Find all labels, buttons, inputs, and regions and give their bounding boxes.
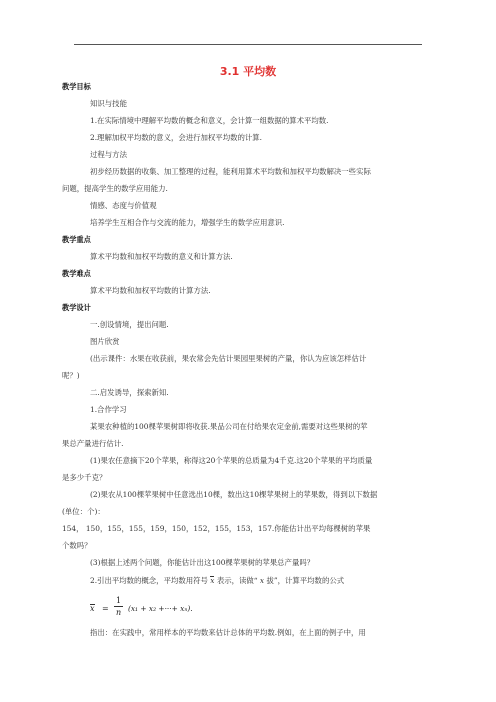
heading-key-points: 教学重点: [62, 235, 91, 244]
goal-item: 2.理解加权平均数的意义，会进行加权平均数的计算.: [90, 133, 262, 142]
mean-formula: [90, 596, 230, 618]
formula-body: (x₁ + x₂ +···+ xₙ).: [128, 604, 193, 613]
text-fragment: 2.引出平均数的概念，平均数用符号: [90, 576, 208, 585]
formula-lhs: x: [90, 604, 95, 613]
heading-teaching-goals: 教学目标: [62, 82, 91, 91]
goal-item: 1.在实际情境中理解平均数的概念和意义，会计算一组数据的算术平均数.: [90, 116, 329, 125]
paragraph-line: 某果农种植的100棵苹果树即将收获.果品公司在付给果农定金前,需要对这些果树的苹: [90, 422, 368, 431]
paragraph-line: (出示课件：水果在收获前，果农常会先估计果园里果树的产量，你认为应该怎样估计: [90, 354, 367, 363]
text-fragment: 拔”，计算平均数的公式: [266, 576, 345, 585]
formula-numerator: 1: [116, 596, 122, 605]
paragraph-line: 1.合作学习: [90, 405, 127, 414]
x-symbol: x: [259, 576, 265, 585]
paragraph-line: 是多少千克？: [62, 473, 107, 482]
paragraph-line: 二.启发诱导，探索新知.: [90, 388, 169, 397]
subheading-process: 过程与方法: [90, 150, 127, 159]
paragraph-line: 算术平均数和加权平均数的计算方法.: [90, 286, 211, 295]
paragraph-line: 154， 150，155，155，159，150，152，155，153，157.你能估计出平均每棵树的苹果: [62, 524, 371, 533]
paragraph-line: (1)果农任意摘下20个苹果，称得这20个苹果的总质量为4千克.这20个苹果的平均质量: [90, 456, 373, 465]
paragraph-line: 培养学生互相合作与交流的能力，增强学生的数学应用意识.: [90, 218, 285, 227]
paragraph-line: (3)根据上述两个问题，你能估计出这100棵苹果树的苹果总产量吗？: [90, 558, 315, 567]
paragraph-line: 问题，提高学生的数学应用能力.: [62, 184, 168, 193]
paragraph-line: 个数吗？: [62, 541, 92, 550]
fraction-bar: [114, 606, 123, 607]
page-title: 3.1 平均数: [219, 65, 277, 78]
paragraph-line: 一.创设情境，提出问题.: [90, 320, 169, 329]
header-rule: [74, 44, 422, 45]
paragraph-line-mean-definition: [90, 576, 344, 586]
heading-difficulties: 教学难点: [62, 269, 91, 278]
paragraph-line: 图片欣赏: [90, 337, 120, 346]
paragraph-line: 指出：在实践中，常用样本的平均数来估计总体的平均数.例如，在上面的例子中，用: [90, 628, 366, 637]
formula-equals: =: [102, 604, 109, 613]
formula-denominator: n: [116, 608, 122, 617]
paragraph-line: 果总产量进行估计.: [62, 439, 124, 448]
subheading-knowledge: 知识与技能: [90, 99, 127, 108]
paragraph-line: 呢？): [62, 371, 80, 380]
paragraph-line: (单位：个)：: [62, 507, 105, 516]
subheading-attitude: 情感、态度与价值观: [90, 201, 157, 210]
paragraph-line: 算术平均数和加权平均数的意义和计算方法.: [90, 252, 233, 261]
paragraph-line: (2)果农从100棵苹果树中任意选出10棵，数出这10棵苹果树上的苹果数，得到以下数据: [90, 490, 378, 499]
heading-design: 教学设计: [62, 303, 91, 312]
x-bar-symbol: x: [210, 576, 215, 585]
text-fragment: 表示，读做“: [216, 576, 258, 585]
paragraph-line: 初步经历数据的收集、加工整理的过程，能利用算术平均数和加权平均数解决一些实际: [90, 167, 371, 176]
